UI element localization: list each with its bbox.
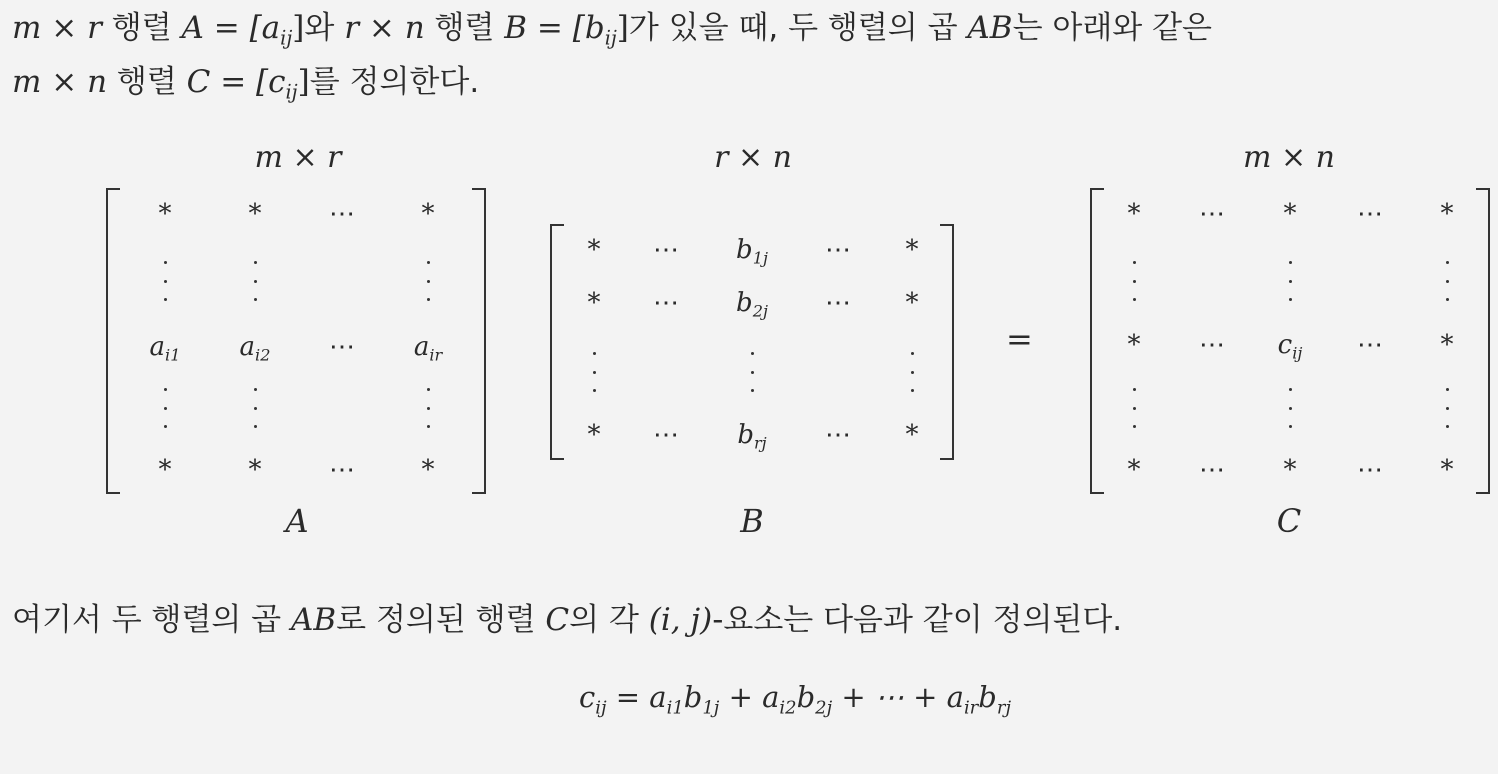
- dot: [1133, 425, 1136, 428]
- dot: [254, 388, 257, 391]
- dot: [1133, 388, 1136, 391]
- dot: [164, 280, 167, 283]
- horizontal-dots: ⋯: [653, 288, 679, 318]
- dot: [164, 388, 167, 391]
- asterisk-entry: *: [158, 455, 172, 485]
- entry-subscript: i2: [255, 345, 271, 365]
- matrix-c-dimension: [1139, 140, 1439, 175]
- vertical-dots: [1444, 388, 1450, 428]
- math-b-def: [504, 10, 629, 50]
- matrix-entry-ai1: [120, 332, 210, 365]
- asterisk-entry: *: [1127, 330, 1141, 360]
- entry-base: a: [239, 332, 256, 362]
- dot: [254, 425, 257, 428]
- text-segment: 행렬: [424, 10, 505, 46]
- asterisk-entry: *: [1440, 330, 1454, 360]
- dot: [751, 352, 754, 355]
- matrix-b-dimension: [603, 140, 903, 175]
- dot: [1446, 298, 1449, 301]
- dot: [427, 280, 430, 283]
- matrix-a-dimension: [148, 140, 448, 175]
- matrix-a-right-bracket: [472, 188, 486, 494]
- formula-term: = a: [606, 680, 667, 714]
- dim-text: r × n: [714, 140, 792, 175]
- vertical-dots: [1287, 261, 1293, 301]
- horizontal-dots: ⋯: [1357, 199, 1383, 229]
- dot: [911, 389, 914, 392]
- dot: [254, 298, 257, 301]
- entry-subscript: ij: [1292, 343, 1303, 363]
- dot: [427, 298, 430, 301]
- text-segment: -요소는 다음과 같이 정의된다.: [712, 602, 1123, 638]
- vertical-dots: [749, 352, 755, 392]
- vertical-dots: [425, 261, 431, 301]
- entry-base: b: [736, 235, 753, 265]
- asterisk-entry: *: [1440, 455, 1454, 485]
- dot: [427, 425, 430, 428]
- dot: [254, 280, 257, 283]
- subscript-ij: ij: [280, 26, 293, 50]
- vertical-dots: [162, 261, 168, 301]
- dot: [1446, 280, 1449, 283]
- dot: [164, 407, 167, 410]
- math-c-head: C = [c: [186, 64, 286, 100]
- matrix-entry-b2j: [707, 288, 797, 321]
- intro-line-2: [12, 56, 479, 108]
- text-segment: 가 있을 때, 두 행렬의 곱: [628, 10, 968, 46]
- dot: [164, 298, 167, 301]
- text-segment: 를 정의한다.: [309, 64, 480, 100]
- dot: [593, 371, 596, 374]
- dim-text: m × n: [1243, 140, 1335, 175]
- entry-base: a: [149, 332, 166, 362]
- text-segment: 여기서 두 행렬의 곱: [12, 602, 291, 638]
- entry-base: b: [736, 288, 753, 318]
- bracket-close: ]: [292, 10, 305, 46]
- asterisk-entry: *: [1283, 455, 1297, 485]
- entry-subscript: ir: [429, 345, 443, 365]
- horizontal-dots: ⋯: [1199, 330, 1225, 360]
- math-r-times-n: r × n: [344, 10, 425, 46]
- horizontal-dots: ⋯: [825, 288, 851, 318]
- math-i-j: (i, j): [648, 602, 713, 638]
- math-a-def: [181, 10, 305, 50]
- matrix-entry-ai2: [210, 332, 300, 365]
- bracket-close: ]: [616, 10, 629, 46]
- horizontal-dots: ⋯: [1357, 330, 1383, 360]
- vertical-dots: [162, 388, 168, 428]
- text-segment: 로 정의된 행렬: [336, 602, 546, 638]
- horizontal-dots: ⋯: [329, 332, 355, 362]
- subscript: rj: [996, 697, 1012, 719]
- dot: [1133, 298, 1136, 301]
- formula-term: + a: [719, 680, 780, 714]
- subscript: i1: [666, 697, 684, 719]
- dot: [751, 389, 754, 392]
- dot: [1289, 407, 1292, 410]
- matrix-b-label: B: [740, 502, 764, 540]
- vertical-dots: [1131, 388, 1137, 428]
- dot: [164, 261, 167, 264]
- subscript: ij: [595, 697, 607, 719]
- vertical-dots: [252, 261, 258, 301]
- matrix-entry-b1j: [707, 235, 797, 268]
- equals-sign: =: [1006, 320, 1033, 358]
- matrix-entry-air: [383, 332, 473, 365]
- dot: [1446, 261, 1449, 264]
- subscript: i2: [779, 697, 797, 719]
- dot: [254, 261, 257, 264]
- matrix-a-left-bracket: [106, 188, 120, 494]
- entry-base: c: [1277, 330, 1293, 360]
- entry-base: a: [413, 332, 430, 362]
- vertical-dots: [1287, 388, 1293, 428]
- entry-subscript: i1: [165, 345, 181, 365]
- horizontal-dots: ⋯: [1199, 455, 1225, 485]
- asterisk-entry: *: [587, 235, 601, 265]
- text-segment: 행렬: [101, 10, 182, 46]
- entry-subscript: 2j: [752, 301, 768, 321]
- dot: [593, 352, 596, 355]
- dot: [1289, 388, 1292, 391]
- entry-base: b: [737, 420, 754, 450]
- asterisk-entry: *: [248, 455, 262, 485]
- dot: [911, 371, 914, 374]
- math-ab: AB: [290, 602, 337, 638]
- asterisk-entry: *: [421, 455, 435, 485]
- formula-term: b: [683, 680, 703, 714]
- subscript-ij: ij: [285, 80, 298, 104]
- dot: [593, 389, 596, 392]
- asterisk-entry: *: [158, 199, 172, 229]
- dot: [751, 371, 754, 374]
- asterisk-entry: *: [1127, 455, 1141, 485]
- asterisk-entry: *: [587, 420, 601, 450]
- subscript: ir: [963, 697, 979, 719]
- dot: [1446, 388, 1449, 391]
- text-segment: 는 아래와 같은: [1012, 10, 1212, 46]
- dot: [1446, 425, 1449, 428]
- text-segment: 의 각: [569, 602, 649, 638]
- matrix-entry-cij: [1245, 330, 1335, 363]
- horizontal-dots: ⋯: [1357, 455, 1383, 485]
- asterisk-entry: *: [905, 288, 919, 318]
- horizontal-dots: ⋯: [329, 455, 355, 485]
- dot: [427, 407, 430, 410]
- subscript-ij: ij: [604, 26, 617, 50]
- entry-subscript: rj: [753, 433, 767, 453]
- vertical-dots: [252, 388, 258, 428]
- dot: [1289, 280, 1292, 283]
- text-segment: 행렬: [107, 64, 187, 100]
- math-a-head: A = [a: [181, 10, 281, 46]
- horizontal-dots: ⋯: [825, 235, 851, 265]
- dot: [1133, 261, 1136, 264]
- math-ab: AB: [967, 10, 1013, 46]
- dot: [1446, 407, 1449, 410]
- math-m-times-r: m × r: [12, 10, 102, 46]
- asterisk-entry: *: [1127, 199, 1141, 229]
- subscript: 1j: [702, 697, 720, 719]
- vertical-dots: [1131, 261, 1137, 301]
- formula-term: b: [978, 680, 997, 714]
- horizontal-dots: ⋯: [653, 235, 679, 265]
- dot: [427, 388, 430, 391]
- matrix-a-label: A: [285, 502, 309, 540]
- text-segment: 와: [304, 10, 345, 46]
- dot: [427, 261, 430, 264]
- dot: [1133, 280, 1136, 283]
- explanation-line: [12, 594, 1122, 646]
- dot: [1133, 407, 1136, 410]
- asterisk-entry: *: [905, 420, 919, 450]
- dot: [911, 352, 914, 355]
- dot: [1289, 298, 1292, 301]
- entry-subscript: 1j: [752, 248, 768, 268]
- formula-term: + ⋯ + a: [832, 680, 964, 714]
- subscript: 2j: [815, 697, 833, 719]
- asterisk-entry: *: [421, 199, 435, 229]
- asterisk-entry: *: [248, 199, 262, 229]
- math-c-def: [186, 64, 310, 104]
- math-b-head: B = [b: [504, 10, 605, 46]
- asterisk-entry: *: [587, 288, 601, 318]
- asterisk-entry: *: [1440, 199, 1454, 229]
- horizontal-dots: ⋯: [1199, 199, 1225, 229]
- dot: [1289, 261, 1292, 264]
- vertical-dots: [591, 352, 597, 392]
- horizontal-dots: ⋯: [329, 199, 355, 229]
- horizontal-dots: ⋯: [825, 420, 851, 450]
- horizontal-dots: ⋯: [653, 420, 679, 450]
- dot: [254, 407, 257, 410]
- dim-text: m × r: [254, 140, 342, 175]
- vertical-dots: [1444, 261, 1450, 301]
- bracket-close: ]: [297, 64, 310, 100]
- product-formula: [245, 680, 1345, 719]
- math-m-times-n: m × n: [12, 64, 108, 100]
- math-c: C: [545, 602, 570, 638]
- formula-c: c: [578, 680, 596, 714]
- dot: [1289, 425, 1292, 428]
- dot: [164, 425, 167, 428]
- vertical-dots: [909, 352, 915, 392]
- matrix-c-label: C: [1276, 502, 1302, 540]
- formula-term: b: [796, 680, 816, 714]
- asterisk-entry: *: [1283, 199, 1297, 229]
- asterisk-entry: *: [905, 235, 919, 265]
- intro-line-1: [12, 2, 1212, 54]
- vertical-dots: [425, 388, 431, 428]
- matrix-entry-brj: [707, 420, 797, 453]
